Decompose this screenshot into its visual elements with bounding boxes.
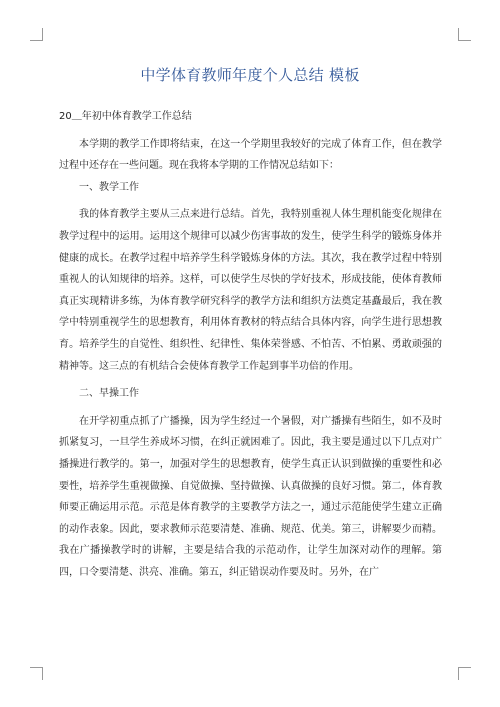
crop-mark-top-right (458, 28, 471, 41)
intro-paragraph: 本学期的教学工作即将结束，在这一个学期里我较好的完成了体育工作，但在教学过程中还存在一些问题。现在我将本学期的工作情况总结如下： (59, 138, 442, 172)
crop-mark-top-left (30, 28, 43, 41)
section-body-morning-exercise: 在开学初重点抓了广播操，因为学生经过一个暑假，对广播操有些陌生，如不及时抓紧复习，一旦学生养成坏习惯，在纠正就困难了。因此，我主要是通过以下几点对广播操进行教学的。第一，加强对学生的思想教育，使学生真正认识到做操的重要性和必要性，培养学生重视做操、自觉做操、坚持做操、认真做操的良好习惯。第二，体育教师要正确运用示范。示范是体育教学的主要教学方法之一，通过示范能使学生建立正确的动作表象。因此，要求教师示范要清楚、准确、规范、优美。第三，讲解要少而精。我在广播操教学时的讲解，主要是结合我的示范动作，让学生加深对动作的理解。第四，口令要清楚、洪亮、准确。第五，纠正错误动作要及时。另外，在广 (59, 415, 442, 578)
document-subtitle: 20＿年初中体育教学工作总结 (59, 111, 192, 122)
page-title: 中学体育教师年度个人总结 模板 (140, 66, 360, 84)
document-body (59, 106, 442, 583)
section-body-teaching: 我的体育教学主要从三点来进行总结。首先，我特别重视人体生理机能变化规律在教学过程中的运用。运用这个规律可以减少伤害事故的发生，使学生科学的锻炼身体并健康的成长。在教学过程中培养学生科学锻炼身体的方法。其次，我在教学过程中特别重视人的认知规律的培养。这样，可以使学生尽快的学好技术，形成技能，使体育教师真正实现精讲多练，为体育教学研究科学的教学方法和组织方法奠定基矗最后，我在教学中特别重视学生的思想教育，利用体育教材的特点结合具体内容，向学生进行思想教育。培养学生的自觉性、组织性、纪律性、集体荣誉感、不怕苦、不怕累、勇敢顽强的精神等。这三点的有机结合会使体育教学工作起到事半功倍的作用。 (59, 209, 442, 372)
section-heading-morning-exercise: 二、早操工作 (79, 388, 139, 400)
crop-mark-bottom-left (30, 667, 43, 680)
section-heading-teaching: 一、教学工作 (79, 181, 139, 193)
crop-mark-bottom-right (458, 667, 471, 680)
